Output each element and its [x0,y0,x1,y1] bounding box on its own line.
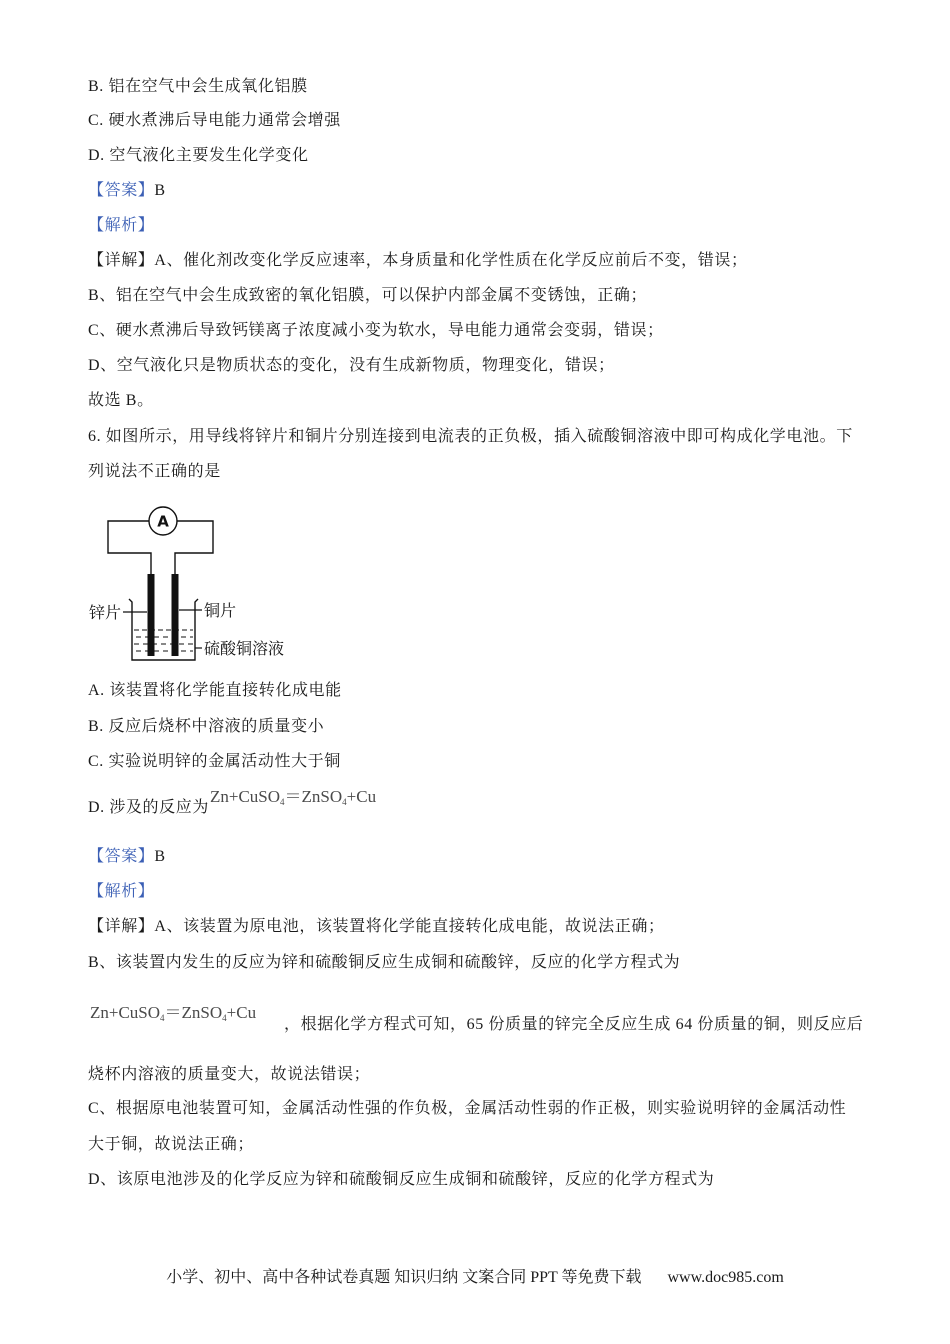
q6-option-d-formula [210,786,376,808]
prev-option-b: B. 铝在空气中会生成氧化铝膜 [88,78,308,95]
detail-text: A、催化剂改变化学反应速率，本身质量和化学性质在化学反应前后不变，错误； [154,252,748,269]
q6-detail-a [88,917,665,937]
prev-analysis-tag [88,216,154,236]
footer-url: www.doc985.com [667,1269,784,1286]
q6-analysis-tag [88,882,154,902]
zinc-electrode [148,574,155,656]
formula-part: ＝ZnSO [284,787,343,806]
answer-value: B [154,182,166,199]
page-footer [0,1268,950,1288]
formula-part: ＝ZnSO [164,1003,223,1022]
copper-label: 铜片 [204,601,237,620]
q6-stem-line-2: 列说法不正确的是 [88,463,221,480]
q6-detail-c-line-2: 大于铜，故说法正确； [88,1136,255,1153]
prev-answer-line [88,181,166,201]
formula-part: +Cu [226,1003,257,1022]
prev-detail-d: D、空气液化只是物质状态的变化，没有生成新物质，物理变化，错误； [88,357,615,374]
q6-option-b: B. 反应后烧杯中溶液的质量变小 [88,718,325,735]
answer-value: B [154,848,166,865]
q6-option-c: C. 实验说明锌的金属活动性大于铜 [88,753,341,770]
answer-tag: 【答案】 [88,848,155,865]
q6-option-a: A. 该装置将化学能直接转化成电能 [88,682,342,699]
formula-part: Zn+CuSO [210,787,281,806]
formula-subscript: 4 [342,797,347,807]
detail-text: A、该装置为原电池，该装置将化学能直接转化成电能，故说法正确； [154,918,665,935]
q6-detail-b-end: 烧杯内溶液的质量变大，故说法错误； [88,1066,371,1083]
answer-tag: 【答案】 [88,182,155,199]
formula-subscript: 4 [280,797,285,807]
footer-text: 小学、初中、高中各种试卷真题 知识归纳 文案合同 PPT 等免费下载 [166,1269,642,1286]
solution-label: 硫酸铜溶液 [204,639,285,658]
q6-detail-c-line-1: C、根据原电池装置可知，金属活动性强的作负极，金属活动性弱的作正极，则实验说明锌的金属活动性 [88,1100,847,1117]
prev-detail-c: C、硬水煮沸后导致钙镁离子浓度减小变为软水，导电能力通常会变弱，错误； [88,322,664,339]
formula-subscript: 4 [160,1013,165,1023]
wire-left [108,521,151,574]
prev-detail-a [88,251,748,271]
analysis-tag: 【解析】 [88,217,155,234]
q6-option-d: D. 涉及的反应为 [88,799,209,816]
ammeter-label: A [157,512,169,531]
q6-answer-line [88,847,166,867]
analysis-tag: 【解析】 [88,883,155,900]
q6-detail-b-continued: ，根据化学方程式可知，65 份质量的锌完全反应生成 64 份质量的铜，则反应后 [284,1016,864,1033]
formula-part: +Cu [346,787,377,806]
q6-detail-d: D、该原电池涉及的化学反应为锌和硫酸铜反应生成铜和硫酸锌，反应的化学方程式为 [88,1171,715,1188]
prev-conclusion: 故选 B。 [88,392,154,409]
formula-subscript: 4 [222,1013,227,1023]
prev-option-d: D. 空气液化主要发生化学变化 [88,147,309,164]
formula-part: Zn+CuSO [90,1003,161,1022]
prev-option-c: C. 硬水煮沸后导电能力通常会增强 [88,112,341,129]
q6-detail-b-formula [90,1002,256,1024]
galvanic-cell-diagram [85,500,300,670]
q6-stem-line-1: 6. 如图所示，用导线将锌片和铜片分别连接到电流表的正负极，插入硫酸铜溶液中即可构成化学电池。下 [88,428,853,445]
detail-tag: 【详解】 [88,252,155,269]
detail-tag: 【详解】 [88,918,155,935]
prev-detail-b: B、铝在空气中会生成致密的氧化铝膜，可以保护内部金属不变锈蚀，正确； [88,287,648,304]
wire-right [175,521,213,574]
copper-electrode [172,574,179,656]
q6-detail-b: B、该装置内发生的反应为锌和硫酸铜反应生成铜和硫酸锌，反应的化学方程式为 [88,954,681,971]
zinc-label: 锌片 [89,603,122,622]
